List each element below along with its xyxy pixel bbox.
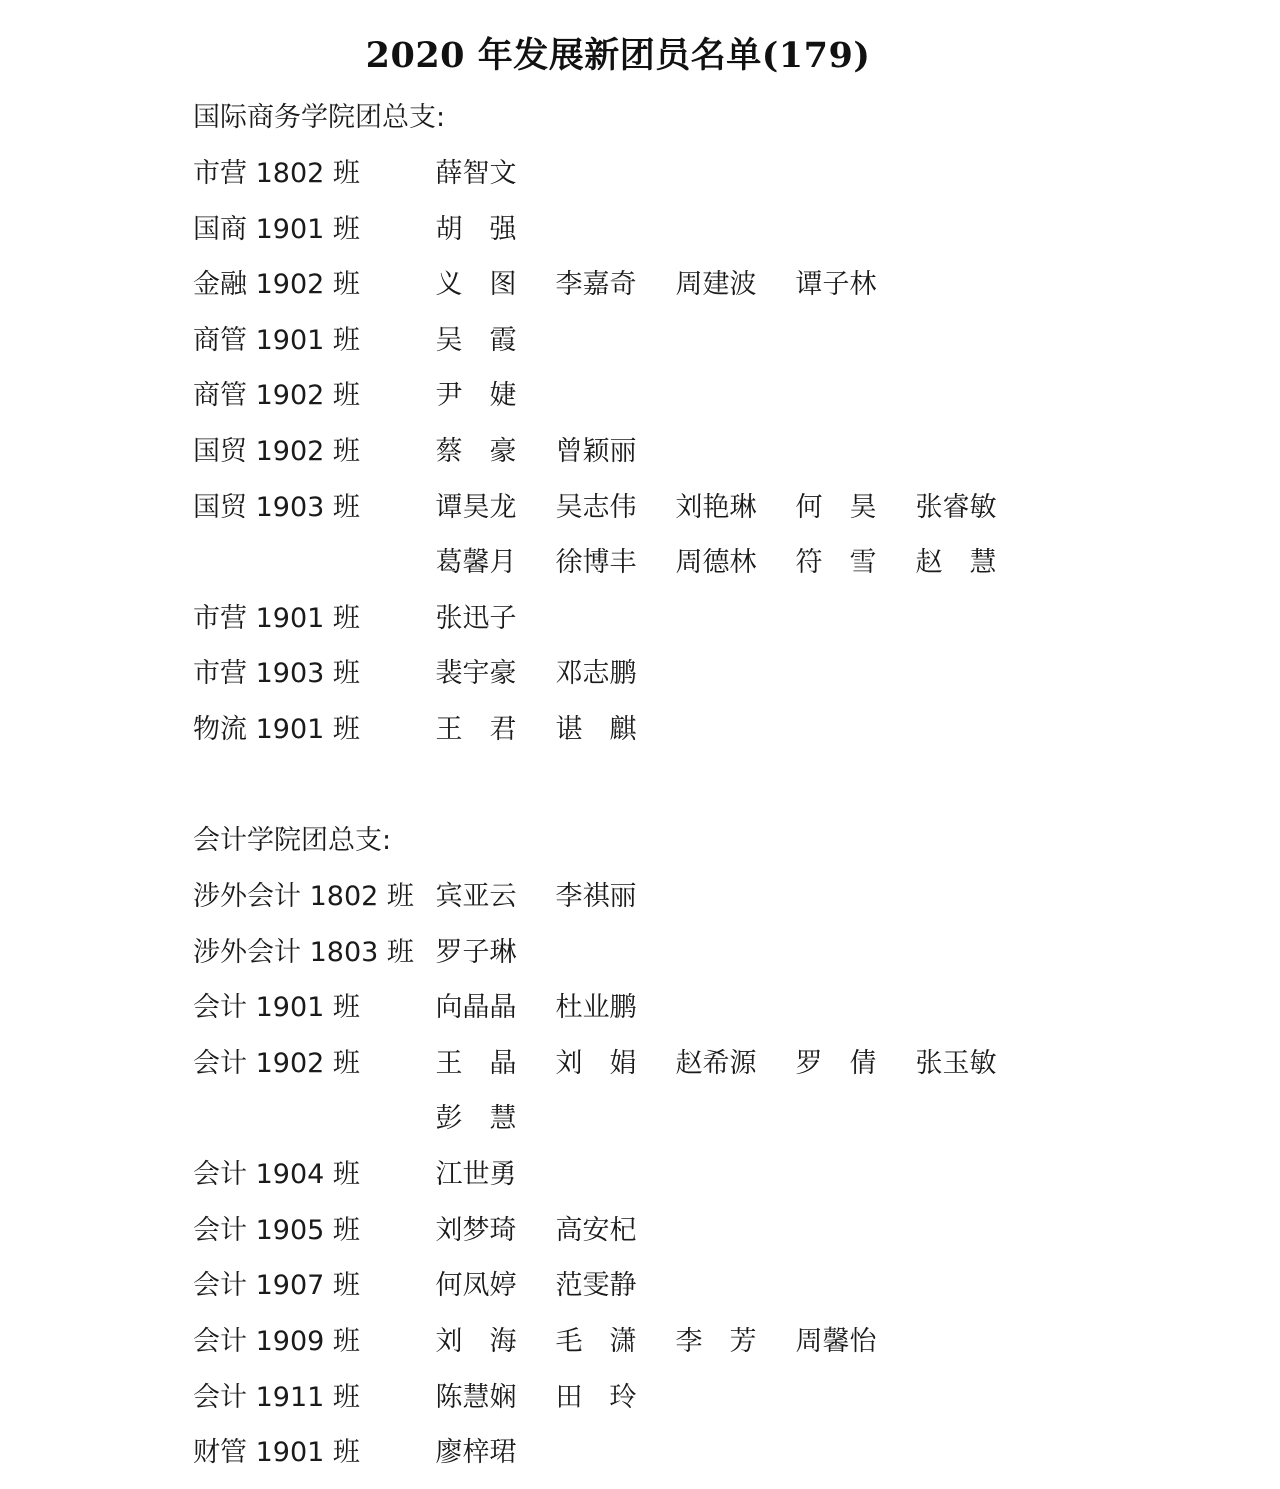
member-name: 裴宇豪 (435, 658, 517, 689)
member-name: 谌 麒 (555, 714, 637, 745)
roster-row (0, 599, 1280, 639)
member-name: 邓志鹏 (555, 658, 637, 689)
member-name: 张玉敏 (915, 1048, 997, 1079)
member-name: 廖梓珺 (435, 1437, 517, 1468)
member-name: 毛 潇 (555, 1326, 637, 1357)
member-name: 高安杞 (555, 1215, 637, 1246)
class-label: 金融 1902 班 (193, 269, 360, 300)
member-name: 张睿敏 (915, 492, 997, 523)
member-name: 刘 娟 (555, 1048, 637, 1079)
roster-row (0, 543, 1280, 583)
member-name: 葛馨月 (435, 547, 517, 578)
roster-row (0, 1322, 1280, 1362)
class-label: 物流 1901 班 (193, 714, 360, 745)
member-name: 谭子林 (795, 269, 877, 300)
member-name: 李 芳 (675, 1326, 757, 1357)
member-name: 徐博丰 (555, 547, 637, 578)
member-name: 田 玲 (555, 1382, 637, 1413)
roster-row (0, 1211, 1280, 1251)
member-name: 周建波 (675, 269, 757, 300)
class-label: 涉外会计 1802 班 (193, 881, 414, 912)
member-name: 蔡 豪 (435, 436, 517, 467)
member-name: 赵希源 (675, 1048, 757, 1079)
roster-row (0, 376, 1280, 416)
member-name: 陈慧娴 (435, 1382, 517, 1413)
roster-row (0, 1266, 1280, 1306)
roster-row (0, 710, 1280, 750)
page-title: 2020 年发展新团员名单(179) (365, 35, 871, 76)
roster-row (0, 488, 1280, 528)
class-label: 市营 1901 班 (193, 603, 360, 634)
member-name: 刘梦琦 (435, 1215, 517, 1246)
class-label: 市营 1802 班 (193, 158, 360, 189)
member-name: 谭昊龙 (435, 492, 517, 523)
member-name: 王 君 (435, 714, 517, 745)
member-name: 义 图 (435, 269, 517, 300)
member-name: 王 晶 (435, 1048, 517, 1079)
roster-row (0, 1378, 1280, 1418)
member-name: 胡 强 (435, 214, 517, 245)
member-name: 符 雪 (795, 547, 877, 578)
class-label: 涉外会计 1803 班 (193, 937, 414, 968)
member-name: 宾亚云 (435, 881, 517, 912)
member-name: 尹 婕 (435, 380, 517, 411)
class-label: 会计 1911 班 (193, 1382, 360, 1413)
member-name: 罗 倩 (795, 1048, 877, 1079)
class-label: 商管 1902 班 (193, 380, 360, 411)
section-heading: 国际商务学院团总支: (193, 102, 446, 133)
member-name: 李嘉奇 (555, 269, 637, 300)
member-name: 范雯静 (555, 1270, 637, 1301)
member-name: 薛智文 (435, 158, 517, 189)
class-label: 市营 1903 班 (193, 658, 360, 689)
roster-row (0, 154, 1280, 194)
roster-row (0, 1099, 1280, 1139)
member-name: 杜业鹏 (555, 992, 637, 1023)
roster-row (0, 1044, 1280, 1084)
roster-row (0, 877, 1280, 917)
member-name: 罗子琳 (435, 937, 517, 968)
member-name: 吴志伟 (555, 492, 637, 523)
member-name: 何凤婷 (435, 1270, 517, 1301)
roster-row (0, 432, 1280, 472)
roster-row (0, 988, 1280, 1028)
member-name: 李祺丽 (555, 881, 637, 912)
member-name: 何 昊 (795, 492, 877, 523)
roster-row (0, 933, 1280, 973)
member-name: 周德林 (675, 547, 757, 578)
roster-row (0, 1433, 1280, 1473)
roster-row (0, 1155, 1280, 1195)
member-name: 彭 慧 (435, 1103, 517, 1134)
class-label: 会计 1905 班 (193, 1215, 360, 1246)
member-name: 吴 霞 (435, 325, 517, 356)
class-label: 会计 1907 班 (193, 1270, 360, 1301)
class-label: 商管 1901 班 (193, 325, 360, 356)
class-label: 国贸 1902 班 (193, 436, 360, 467)
roster-row (0, 321, 1280, 361)
roster-row (0, 654, 1280, 694)
class-label: 国商 1901 班 (193, 214, 360, 245)
class-label: 会计 1904 班 (193, 1159, 360, 1190)
member-name: 刘 海 (435, 1326, 517, 1357)
roster-row (0, 210, 1280, 250)
member-name: 周馨怡 (795, 1326, 877, 1357)
class-label: 会计 1902 班 (193, 1048, 360, 1079)
member-name: 江世勇 (435, 1159, 517, 1190)
class-label: 会计 1901 班 (193, 992, 360, 1023)
class-label: 财管 1901 班 (193, 1437, 360, 1468)
member-name: 赵 慧 (915, 547, 997, 578)
class-label: 会计 1909 班 (193, 1326, 360, 1357)
member-name: 刘艳琳 (675, 492, 757, 523)
class-label: 国贸 1903 班 (193, 492, 360, 523)
section-heading: 会计学院团总支: (193, 825, 392, 856)
member-name: 向晶晶 (435, 992, 517, 1023)
member-name: 张迅子 (435, 603, 517, 634)
roster-row (0, 265, 1280, 305)
member-name: 曾颖丽 (555, 436, 637, 467)
